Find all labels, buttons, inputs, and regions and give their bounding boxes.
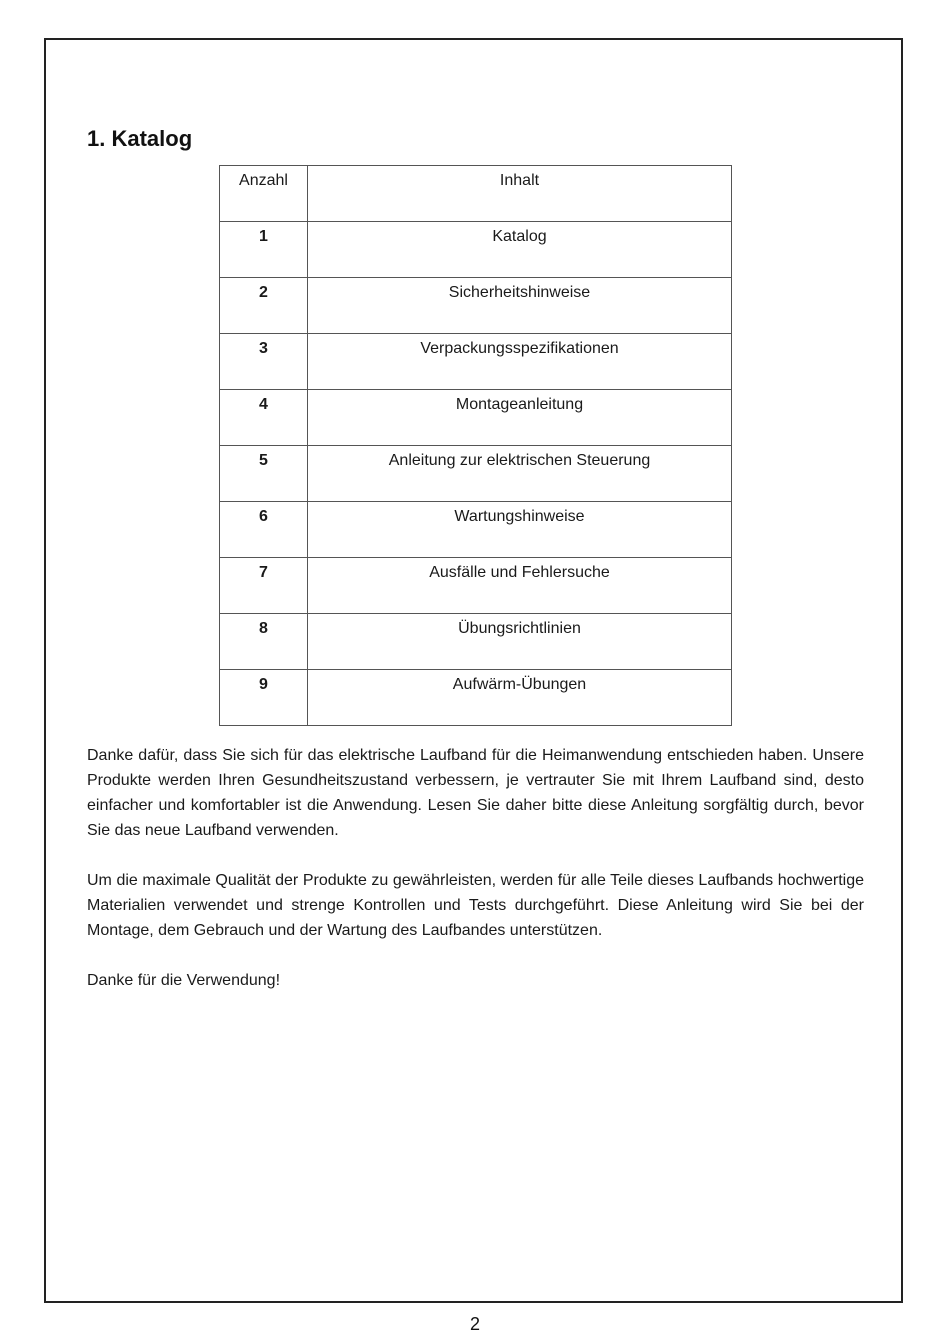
table-row <box>220 502 732 558</box>
row-content: Katalog <box>308 222 732 278</box>
row-content: Ausfälle und Fehlersuche <box>308 558 732 614</box>
row-number: 5 <box>220 446 308 502</box>
table-row <box>220 558 732 614</box>
intro-text <box>87 743 864 1018</box>
row-content: Übungsrichtlinien <box>308 614 732 670</box>
page-number: 2 <box>469 1314 480 1334</box>
table-row <box>220 222 732 278</box>
row-number: 9 <box>220 670 308 726</box>
row-content: Aufwärm-Übungen <box>308 670 732 726</box>
column-header-content: Inhalt <box>308 166 732 222</box>
section-title: 1. Katalog <box>87 126 193 151</box>
table-row <box>220 446 732 502</box>
row-content: Sicherheitshinweise <box>308 278 732 334</box>
table-row <box>220 670 732 726</box>
table-row <box>220 390 732 446</box>
paragraph-quality: Um die maximale Qualität der Produkte zu gewährleisten, werden für alle Teile dieses Laufbands hochwertige Materialien verwendet und strenge Kontrollen und Tests durchgeführt. Diese Anleitung wird Sie bei der Montage, dem Gebrauch und der Wartung des Laufbandes unterstützen. <box>87 872 864 939</box>
row-content: Wartungshinweise <box>308 502 732 558</box>
row-number: 2 <box>220 278 308 334</box>
paragraph-thanks: Danke dafür, dass Sie sich für das elektrische Laufband für die Heimanwendung entschieden haben. Unsere Produkte werden Ihren Gesundheitszustand verbessern, je vertrauter Sie mit Ihrem Laufband sind, desto einfacher und komfortabler ist die Anwendung. Lesen Sie daher bitte diese Anleitung sorgfältig durch, bevor Sie das neue Laufband verwenden. <box>87 747 864 839</box>
row-content: Anleitung zur elektrischen Steuerung <box>308 446 732 502</box>
row-number: 7 <box>220 558 308 614</box>
paragraph-closing: Danke für die Verwendung! <box>87 972 281 989</box>
table-row <box>220 614 732 670</box>
table-header-row <box>220 166 732 222</box>
row-number: 1 <box>220 222 308 278</box>
row-number: 4 <box>220 390 308 446</box>
row-content: Verpackungsspezifikationen <box>308 334 732 390</box>
catalog-table <box>219 165 732 726</box>
table-row <box>220 334 732 390</box>
row-number: 3 <box>220 334 308 390</box>
row-content: Montageanleitung <box>308 390 732 446</box>
row-number: 8 <box>220 614 308 670</box>
row-number: 6 <box>220 502 308 558</box>
table-row <box>220 278 732 334</box>
column-header-count: Anzahl <box>220 166 308 222</box>
